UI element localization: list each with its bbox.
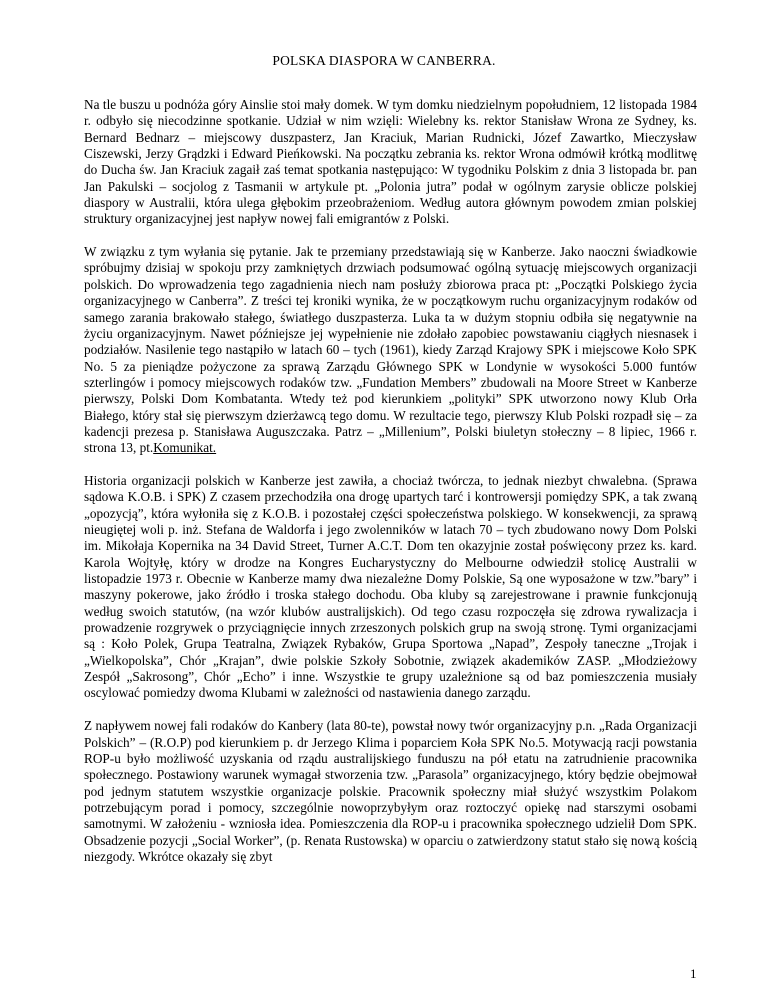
paragraph-2-text: W związku z tym wyłania się pytanie. Jak te przemiany przedstawiają się w Kanberze. Jako naoczni świadkowie spróbujmy dzisiaj w spokoju przy zamkniętych drzwiach podsumować ogólną sytuację miejscowych organizacji polskich. Do wprowadzenia tego zagadnienia niech nam posłuży zbiorowa praca pt: „Początki Polskiego życia organizacyjnego w Canberra”. Z treści tej kroniki wynika, że w początkowym ruchu organizacyjnym rodaków od samego zarania brakowało stałego, światłego duszpasterza. Luka ta w dużym stopniu odbiła się negatywnie na życiu organizacyjnym. Nawet późniejsze jej wypełnienie nie zdołało zapobiec powstawaniu ciągłych niesnasek i podziałów. Nasilenie tego nastąpiło w latach 60 – tych (1961), kiedy Zarząd Krajowy SPK i miejscowe Koło SPK No. 5 za pieniądze pożyczone za sprawą Zarządu Głównego SPK w Londynie w wysokości 5.000 funtów szterlingów i pomocy miejscowych rodaków tzw. „Fundation Members” zbudowali na Moore Street w Kanberze pierwszy, Polski Dom Kombatanta. Wtedy też pod kierunkiem „polityki” SPK utworzono nowy Klub Orła Białego, który stał się pierwszym dzierżawcą tego domu. W rezultacie tego, pierwszy Klub Polski rozpadł się – za kadencji prezesa p. Stanisława Auguszczaka. Patrz – „Millenium”, Polski biuletyn stołeczny – 8 lipiec, 1966 r. strona 13, pt. [84, 244, 697, 456]
paragraph-1: Na tle buszu u podnóża góry Ainslie stoi mały domek. W tym domku niedzielnym popołudniem, 12 listopada 1984 r. odbyło się niecodzinne spotkanie. Udział w nim wzięli: Wielebny ks. rektor Stanisław Wrona ze Sydney, ks. Bernard Bednarz – miejscowy duszpasterz, Jan Kraciuk, Marian Rudnicki, Józef Zawartko, Mieczysław Ciszewski, Jerzy Grądzki i Edward Pieńkowski. Na początku zebrania ks. rektor Wrona odmówił krótką modlitwę do Ducha św. Jan Kraciuk zagaił zaś temat spotkania następująco: W tygodniku Polskim z dnia 3 listopada br. pan Jan Pakulski – socjolog z Tasmanii w artykule pt. „Polonia jutra” podał w ogólnym zarysie oblicze polskiej diaspory w Australii, która ulega głębokim przeobrażeniom. Według autora głównym powodem zmian polskiej struktury organizacyjnej jest napływ nowej fali emigrantów z Polski. [84, 97, 697, 227]
document-body [84, 97, 697, 882]
komunikat-link[interactable]: Komunikat. [153, 440, 217, 456]
paragraph-2 [84, 244, 697, 456]
paragraph-3: Historia organizacji polskich w Kanberze jest zawiła, a chociaż twórcza, to jednak niezbyt chwalebna. (Sprawa sądowa K.O.B. i SPK) Z czasem przechodziła ona drogę upartych tarć i kontrowersji pomiędzy SPK, a tak zwaną „opozycją”, która wyłoniła się z K.O.B. i pozostałej części społeczeństwa polskiego. W konsekwencji, za sprawą nieugiętej woli p. inż. Stefana de Waldorfa i jego zwolenników w latach 70 – tych zbudowano nowy Dom Polski im. Mikołaja Kopernika na 34 David Street, Turner A.C.T. Dom ten okazyjnie został poświęcony przez ks. kard. Karola Wojtyłę, który w drodze na Kongres Eucharystyczny do Melbourne odwiedził stolicę Australii w listopadzie 1973 r. Obecnie w Kanberze mamy dwa niezależne Domy Polskie, Są one wyposażone w tzw.”bary” i maszyny pokerowe, jako źródło i troska stałego dochodu. Oba kluby są zarejestrowane i prawnie funkcjonują według swoich statutów, (na wzór klubów australijskich). Od tego czasu rozpoczęła się zdrowa rywalizacja i prowadzenie rozgrywek o przyciągnięcie innych zrzeszonych polskich grup na swoją stronę. Tymi organizacjami są : Koło Polek, Grupa Teatralna, Związek Rybaków, Grupa Sportowa „Napad”, Zespoły taneczne „Trojak i „Wielkopolska”, Chór „Krajan”, dwie polskie Szkoły Sobotnie, związek akademików ZASP. „Młodzieżowy Zespół „Sakrosong”, Chór „Echo” i inne. Wszystkie te grupy uzależnione są od baz pomieszczenia musiały oscylować pomiedzy dwoma Klubami w zależności od nastawienia danego zarządu. [84, 473, 697, 701]
page-number: 1 [690, 966, 697, 981]
document-title: POLSKA DIASPORA W CANBERRA. [272, 53, 496, 68]
paragraph-4: Z napływem nowej fali rodaków do Kanbery (lata 80-te), powstał nowy twór organizacyjny p.n. „Rada Organizacji Polskich” – (R.O.P) pod kierunkiem p. dr Jerzego Klima i poparciem Koła SPK No.5. Motywacją racji powstania ROP-u było możliwość uzyskania od rządu australijskiego funduszu na pół etatu na zatrudnienie pracownika społecznego. Postawiony warunek wymagał stworzenia tzw. „Parasola” organizacyjnego, który będzie obejmował pod jednym statutem wszystkie organizacje polskie. Pracownik społeczny miał służyć wszystkim Polakom potrzebującym porad i pomocy, szczególnie nowoprzybyłym oraz roztoczyć opiekę nad starszymi osobami samotnymi. W założeniu - wzniosła idea. Pomieszczenia dla ROP-u i pracownika społecznego udzielił Dom SPK. Obsadzenie pozycji „Social Worker”, (p. Renata Rustowska) w oparciu o zatwierdzony statut stało się nową kością niezgody. Wkrótce okazały się zbyt [84, 718, 697, 864]
